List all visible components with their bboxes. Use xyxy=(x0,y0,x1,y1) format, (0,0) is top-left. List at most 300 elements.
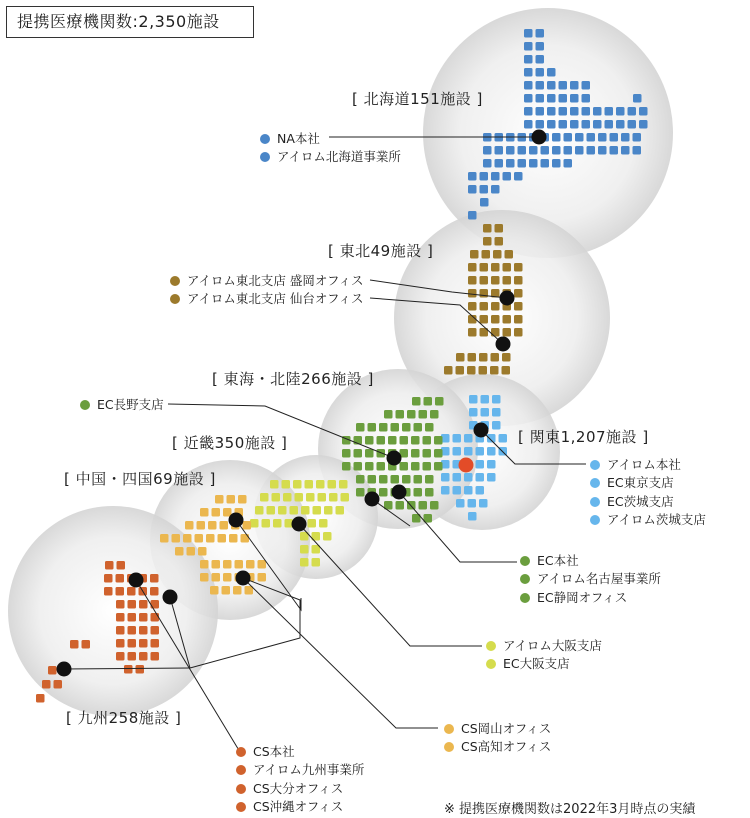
facility-tile xyxy=(354,449,363,458)
office-label: アイロム茨城支店 xyxy=(607,511,706,527)
facility-tile xyxy=(492,421,501,430)
office-marker xyxy=(532,130,547,145)
facility-tile xyxy=(425,488,434,497)
facility-tile xyxy=(467,366,476,375)
facility-tile xyxy=(116,574,125,583)
office-label: EC茨城支店 xyxy=(607,493,674,509)
facility-tile xyxy=(587,133,596,142)
facility-tile xyxy=(368,475,377,484)
office-dot xyxy=(80,400,90,410)
office-marker xyxy=(236,571,251,586)
facility-tile xyxy=(414,475,423,484)
facility-tile xyxy=(128,613,137,622)
facility-tile xyxy=(308,519,317,528)
facility-tile xyxy=(593,120,602,129)
facility-tile xyxy=(469,408,478,417)
facility-tile xyxy=(524,81,533,90)
facility-tile xyxy=(633,94,642,103)
legend-tohoku xyxy=(170,272,363,309)
office-label: EC大阪支店 xyxy=(503,656,570,672)
legend-kinki xyxy=(486,637,602,674)
office-label: アイロム東北支店 仙台オフィス xyxy=(187,291,364,307)
facility-tile xyxy=(468,289,477,298)
facility-tile xyxy=(468,211,477,220)
facility-tile xyxy=(524,107,533,116)
facility-tile xyxy=(283,493,292,502)
facility-tile xyxy=(172,534,181,543)
facility-tile xyxy=(559,94,568,103)
facility-tile xyxy=(598,146,607,155)
facility-tile xyxy=(468,302,477,311)
facility-tile xyxy=(476,460,485,469)
office-dot xyxy=(486,641,496,651)
facility-tile xyxy=(502,353,511,362)
facility-tile xyxy=(541,146,550,155)
facility-tile xyxy=(245,586,254,595)
office-dot xyxy=(236,802,246,812)
facility-tile xyxy=(476,486,485,495)
facility-tile xyxy=(305,480,314,489)
office-cs-head xyxy=(236,743,364,761)
facility-tile xyxy=(246,560,255,569)
facility-tile xyxy=(483,146,492,155)
office-tohoku-sendai xyxy=(170,290,363,308)
region-label-kyushu: [ 九州258施設 ] xyxy=(66,709,182,727)
office-label: アイロム北海道事業所 xyxy=(277,149,401,165)
facility-tile xyxy=(514,315,523,324)
facility-tile xyxy=(536,120,545,129)
facility-tile xyxy=(424,397,433,406)
facility-tile xyxy=(479,353,488,362)
facility-tile xyxy=(536,42,545,51)
facility-tile xyxy=(139,652,148,661)
office-label: CS岡山オフィス xyxy=(461,721,552,736)
office-cs-oita xyxy=(236,780,364,798)
office-dot xyxy=(486,659,496,669)
facility-tile xyxy=(312,558,321,567)
facility-tile xyxy=(434,436,443,445)
office-marker xyxy=(474,423,489,438)
region-label-hokkaido: [ 北海道151施設 ] xyxy=(352,90,483,108)
facility-tile xyxy=(480,302,489,311)
facility-tile xyxy=(220,521,229,530)
facility-tile xyxy=(365,436,374,445)
legend-chugoku xyxy=(444,720,551,757)
facility-tile xyxy=(396,410,405,419)
facility-tile xyxy=(400,436,409,445)
facility-tile xyxy=(547,94,556,103)
facility-tile xyxy=(469,395,478,404)
office-cs-okinawa xyxy=(236,798,364,816)
facility-tile xyxy=(379,475,388,484)
facility-tile xyxy=(183,534,192,543)
facility-tile xyxy=(139,613,148,622)
facility-tile xyxy=(116,600,125,609)
facility-tile xyxy=(185,521,194,530)
facility-tile xyxy=(495,146,504,155)
facility-tile xyxy=(468,353,477,362)
facility-tile xyxy=(491,172,500,181)
facility-tile xyxy=(587,146,596,155)
facility-tile xyxy=(552,146,561,155)
office-marker xyxy=(229,513,244,528)
office-marker xyxy=(163,590,178,605)
office-marker xyxy=(392,485,407,500)
facility-tile xyxy=(441,473,450,482)
facility-tile xyxy=(212,508,221,517)
facility-tile xyxy=(491,185,500,194)
facility-tile xyxy=(139,626,148,635)
office-marker xyxy=(129,573,144,588)
facility-tile xyxy=(430,410,439,419)
facility-tile xyxy=(456,366,465,375)
facility-tile xyxy=(441,486,450,495)
office-dot xyxy=(236,747,246,757)
facility-tile xyxy=(195,534,204,543)
facility-tile xyxy=(575,133,584,142)
facility-tile xyxy=(482,250,491,259)
facility-tile xyxy=(402,423,411,432)
facility-tile xyxy=(329,493,338,502)
facility-tile xyxy=(116,626,125,635)
facility-tile xyxy=(495,237,504,246)
facility-tile xyxy=(300,545,309,554)
facility-tile xyxy=(476,473,485,482)
office-dot xyxy=(590,460,600,470)
facility-tile xyxy=(480,185,489,194)
facility-tile xyxy=(105,561,114,570)
office-label: アイロム名古屋事業所 xyxy=(537,571,661,587)
facility-tile xyxy=(605,107,614,116)
legend-kanto xyxy=(590,456,706,529)
facility-tile xyxy=(414,423,423,432)
facility-tile xyxy=(151,652,160,661)
facility-tile xyxy=(514,328,523,337)
facility-tile xyxy=(425,423,434,432)
facility-tile xyxy=(582,120,591,129)
facility-tile xyxy=(444,366,453,375)
office-marker xyxy=(387,451,402,466)
facility-tile xyxy=(104,587,113,596)
facility-tile xyxy=(639,107,648,116)
facility-tile xyxy=(300,558,309,567)
facility-tile xyxy=(336,506,345,515)
facility-tile xyxy=(506,159,515,168)
facility-tile xyxy=(453,486,462,495)
facility-tile xyxy=(524,42,533,51)
office-ec-tokyo xyxy=(590,474,706,492)
facility-tile xyxy=(491,263,500,272)
facility-tile xyxy=(468,185,477,194)
facility-tile xyxy=(503,328,512,337)
facility-tile xyxy=(628,120,637,129)
facility-tile xyxy=(128,626,137,635)
office-label: NA本社 xyxy=(277,131,320,146)
facility-tile xyxy=(434,449,443,458)
facility-tile xyxy=(529,159,538,168)
office-label: アイロム本社 xyxy=(607,457,681,472)
facility-tile xyxy=(464,447,473,456)
facility-tile xyxy=(547,68,556,77)
facility-tile xyxy=(481,408,490,417)
facility-tile xyxy=(616,120,625,129)
office-airom-kyushu xyxy=(236,761,364,779)
facility-tile xyxy=(639,120,648,129)
facility-tile xyxy=(514,263,523,272)
facility-tile xyxy=(524,55,533,64)
facility-tile xyxy=(575,146,584,155)
facility-tile xyxy=(468,328,477,337)
office-label: アイロム大阪支店 xyxy=(503,638,602,653)
facility-tile xyxy=(235,560,244,569)
facility-tile xyxy=(117,561,126,570)
facility-tile xyxy=(559,81,568,90)
facility-tile xyxy=(272,493,281,502)
facility-tile xyxy=(128,600,137,609)
facility-tile xyxy=(104,574,113,583)
facility-tile xyxy=(379,423,388,432)
facility-tile xyxy=(480,315,489,324)
facility-tile xyxy=(499,434,508,443)
facility-tile xyxy=(411,449,420,458)
facility-tile xyxy=(200,508,209,517)
facility-tile xyxy=(483,224,492,233)
office-ec-shizuoka xyxy=(520,589,661,607)
facility-tile xyxy=(411,436,420,445)
facility-tile xyxy=(502,366,511,375)
facility-tile xyxy=(536,29,545,38)
facility-tile xyxy=(402,475,411,484)
facility-tile xyxy=(541,159,550,168)
facility-tile xyxy=(570,120,579,129)
facility-tile xyxy=(407,410,416,419)
facility-tile xyxy=(419,501,428,510)
facility-tile xyxy=(468,172,477,181)
facility-tile xyxy=(505,250,514,259)
office-label: EC長野支店 xyxy=(97,397,164,412)
facility-tile xyxy=(468,499,477,508)
office-airom-osaka xyxy=(486,637,602,655)
facility-tile xyxy=(468,276,477,285)
facility-tile xyxy=(480,276,489,285)
office-dot xyxy=(590,515,600,525)
facility-tile xyxy=(200,573,209,582)
title-box xyxy=(6,6,254,38)
page-title: 提携医療機関数:2,350施設 xyxy=(17,12,220,31)
facility-tile xyxy=(547,120,556,129)
facility-tile xyxy=(384,410,393,419)
facility-tile xyxy=(238,495,247,504)
facility-tile xyxy=(483,159,492,168)
office-label: CS高知オフィス xyxy=(461,739,552,755)
facility-tile xyxy=(464,486,473,495)
facility-tile xyxy=(151,600,160,609)
facility-tile xyxy=(490,366,499,375)
office-dot xyxy=(520,574,530,584)
facility-tile xyxy=(610,146,619,155)
facility-tile xyxy=(250,519,259,528)
facility-tile xyxy=(267,506,276,515)
facility-tile xyxy=(559,107,568,116)
facility-tile xyxy=(215,495,224,504)
facility-tile xyxy=(479,366,488,375)
office-label: CS沖縄オフィス xyxy=(253,798,344,814)
facility-tile xyxy=(582,94,591,103)
facility-tile xyxy=(564,133,573,142)
office-dot xyxy=(590,497,600,507)
facility-tile xyxy=(391,475,400,484)
office-cs-kochi xyxy=(444,738,551,756)
facility-tile xyxy=(487,473,496,482)
facility-tile xyxy=(570,81,579,90)
facility-tile xyxy=(388,436,397,445)
office-dot xyxy=(260,134,270,144)
office-airom-ibaraki xyxy=(590,511,706,529)
facility-tile xyxy=(342,462,351,471)
facility-tile xyxy=(582,81,591,90)
facility-tile xyxy=(423,462,432,471)
facility-tile xyxy=(491,276,500,285)
facility-tile xyxy=(536,68,545,77)
facility-tile xyxy=(633,133,642,142)
facility-tile xyxy=(270,480,279,489)
facility-tile xyxy=(379,488,388,497)
facility-tile xyxy=(495,224,504,233)
facility-tile xyxy=(524,94,533,103)
office-label: EC東京支店 xyxy=(607,475,674,491)
office-label: アイロム東北支店 盛岡オフィス xyxy=(187,273,364,288)
facility-tile xyxy=(356,423,365,432)
office-dot xyxy=(236,765,246,775)
office-marker xyxy=(292,517,307,532)
office-dot xyxy=(260,152,270,162)
office-marker xyxy=(496,337,511,352)
facility-tile xyxy=(552,133,561,142)
facility-tile xyxy=(430,501,439,510)
facility-tile xyxy=(356,475,365,484)
facility-tile xyxy=(139,600,148,609)
facility-tile xyxy=(212,560,221,569)
facility-tile xyxy=(342,449,351,458)
facility-tile xyxy=(524,29,533,38)
facility-tile xyxy=(468,512,477,521)
facility-tile xyxy=(495,159,504,168)
office-dot xyxy=(170,294,180,304)
region-label-chugoku: [ 中国・四国69施設 ] xyxy=(64,470,216,488)
facility-tile xyxy=(313,506,322,515)
facility-tile xyxy=(262,519,271,528)
facility-tile xyxy=(480,198,489,207)
head-office-marker xyxy=(459,458,474,473)
facility-tile xyxy=(368,423,377,432)
legend-kyushu xyxy=(236,743,364,816)
facility-tile xyxy=(151,626,160,635)
region-label-kinki: [ 近畿350施設 ] xyxy=(172,434,288,452)
facility-tile xyxy=(243,521,252,530)
facility-tile xyxy=(435,397,444,406)
facility-tile xyxy=(316,480,325,489)
facility-tile xyxy=(227,495,236,504)
facility-tile xyxy=(492,395,501,404)
facility-tile xyxy=(328,480,337,489)
facility-tile xyxy=(487,447,496,456)
facility-tile xyxy=(258,560,267,569)
facility-tile xyxy=(492,408,501,417)
facility-tile xyxy=(116,587,125,596)
facility-tile xyxy=(529,146,538,155)
facility-tile xyxy=(487,434,496,443)
facility-tile xyxy=(273,519,282,528)
office-dot xyxy=(170,276,180,286)
facility-tile xyxy=(150,574,159,583)
facility-tile xyxy=(222,586,231,595)
facility-tile xyxy=(278,506,287,515)
office-label: CS大分オフィス xyxy=(253,780,344,796)
facility-tile xyxy=(282,480,291,489)
facility-tile xyxy=(453,434,462,443)
facility-tile xyxy=(552,159,561,168)
facility-tile xyxy=(258,573,267,582)
facility-tile xyxy=(503,263,512,272)
facility-tile xyxy=(480,263,489,272)
facility-tile xyxy=(547,81,556,90)
facility-tile xyxy=(290,506,299,515)
office-dot xyxy=(444,742,454,752)
facility-tile xyxy=(493,250,502,259)
facility-tile xyxy=(570,94,579,103)
facility-tile xyxy=(42,680,51,689)
office-dot xyxy=(444,724,454,734)
office-label: EC本社 xyxy=(537,553,579,568)
facility-tile xyxy=(197,521,206,530)
facility-tile xyxy=(139,639,148,648)
facility-tile xyxy=(160,534,169,543)
facility-tile xyxy=(124,665,133,674)
facility-tile xyxy=(293,480,302,489)
facility-tile xyxy=(559,120,568,129)
facility-tile xyxy=(200,560,209,569)
facility-tile xyxy=(255,506,264,515)
facility-tile xyxy=(536,55,545,64)
facility-tile xyxy=(412,397,421,406)
facility-tile xyxy=(503,276,512,285)
facility-tile xyxy=(524,120,533,129)
facility-tile xyxy=(116,639,125,648)
facility-tile xyxy=(470,250,479,259)
facility-tile xyxy=(480,172,489,181)
facility-tile xyxy=(260,493,269,502)
facility-tile xyxy=(198,547,207,556)
facility-tile xyxy=(628,107,637,116)
legend-hokkaido xyxy=(260,130,401,167)
facility-tile xyxy=(633,146,642,155)
facility-tile xyxy=(70,640,79,649)
facility-tile xyxy=(481,395,490,404)
facility-tile xyxy=(479,499,488,508)
facility-tile xyxy=(564,146,573,155)
footnote: ※ 提携医療機関数は2022年3月時点の実績 xyxy=(444,802,696,817)
legend-tokai xyxy=(520,552,661,607)
facility-tile xyxy=(36,694,45,703)
facility-tile xyxy=(229,534,238,543)
office-ec-nagano xyxy=(80,396,164,414)
facility-tile xyxy=(377,449,386,458)
facility-tile xyxy=(210,586,219,595)
facility-tile xyxy=(487,460,496,469)
office-label: アイロム九州事業所 xyxy=(253,762,365,778)
facility-tile xyxy=(434,462,443,471)
facility-tile xyxy=(503,172,512,181)
